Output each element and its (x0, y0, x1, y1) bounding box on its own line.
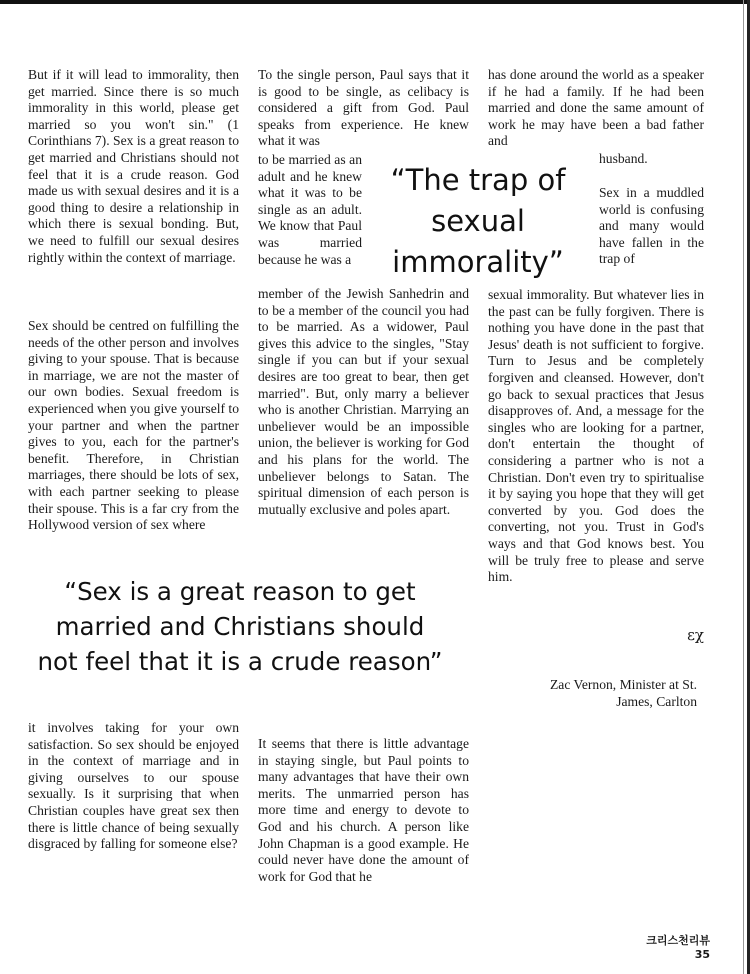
column1-end-paragraph: it involves taking for your own satisfaction. So sex should be enjoyed in the context of marriage and in giving ourselves to our spouse sexually. Is it surprising that when Christian couples have great sex then there is little chance of being sexually disgraced by falling for someone else? (28, 720, 239, 852)
pull-quote-bottom: “Sex is a great reason to get married and Christians should not feel that it is a crude reason” (37, 577, 443, 676)
column2-bottom-paragraph: member of the Jewish Sanhedrin and to be a member of the council you had to be married. As a widower, Paul gives this advice to the singles, "Stay single if you can but if your sexual desires are too great to bear, then get married". But, only marry a believer who is another Christian. Marrying an unbeliever would be an impossible union, the believer is working for God and his plans for the world. The unbeliever belongs to Satan. The spiritual dimension of each person is mutually exclusive and poles apart. (258, 286, 469, 517)
page-number: 크리스천리뷰 35 (646, 934, 710, 961)
column2-top-paragraph: To the single person, Paul says that it is good to be single, as celibacy is considered a gift from God. Paul speaks from experience. He knew what it was (258, 67, 469, 149)
author-name: Zac Vernon, Minister at St. (550, 677, 697, 692)
page-right-edge-line (743, 0, 744, 974)
column1-top-paragraph: But if it will lead to immorality, then get married. Since there is so much immorality in this world, please get married so you won't sin." (1 Corinthians 7). Sex is a great reason to get married and Christians should not feel that it is a crude reason. God made us with sexual desires and it is a good thing to desire a relationship in which there is sexual bonding. But, we need to fulfill our sexual desires rightly within the context of marriage. (28, 67, 239, 265)
column2-side-paragraph: to be married as an adult and he knew what it was to be single as an adult. We know that Paul was married because he was a (258, 152, 362, 267)
page-top-edge (0, 0, 750, 4)
column3-top-paragraph: has done around the world as a speaker if he had a family. If he had been married and done the same amount of work he may have been a bad father and (488, 67, 704, 149)
pull-quote-top: “The trap of sexual immorality” (390, 163, 566, 279)
column3-bottom-paragraph: sexual immorality. But whatever lies in the past can be fully forgiven. There is nothing you have done in the past that Jesus' death is not sufficient to forgive. Turn to Jesus and be completely forgiven and cleansed. However, don't go back to sexual practices that Jesus disapproves of. And, a message for the singles who are looking for a partner, don't entertain the thought of considering a partner who is not a Christian. Don't even try to spiritualise it by saying you hope that they will get converted by you. God does the converting, not you. Trust in God's ways and that God knows best. You will be truly free to please and serve him. (488, 287, 704, 585)
column3-side-paragraph-b: Sex in a muddled world is confusing and many would have fallen in the trap of (599, 185, 704, 267)
column2-end-paragraph: It seems that there is little advantage in staying single, but Paul points to many advantages that have their own merits. The unmarried person has more time and energy to devote to God and his church. A person like John Chapman is a good example. He could never have done the amount of work for God that he (258, 736, 469, 884)
author-place: James, Carlton (616, 694, 697, 709)
column1-middle-paragraph: Sex should be centred on fulfilling the needs of the other person and involves giving to your spouse. That is because in marriage, we are not the master of our own bodies. Sexual freedom is experienced when you give yourself to your partner and when the partner gives to you, each for the partner's benefit. Therefore, in Christian marriages, there should be lots of sex, with each partner seeking to please their spouse. This is a far cry from the Hollywood version of sex where (28, 318, 239, 533)
column3-side-paragraph-a: husband. (599, 151, 648, 166)
end-mark: εχ (687, 626, 704, 644)
